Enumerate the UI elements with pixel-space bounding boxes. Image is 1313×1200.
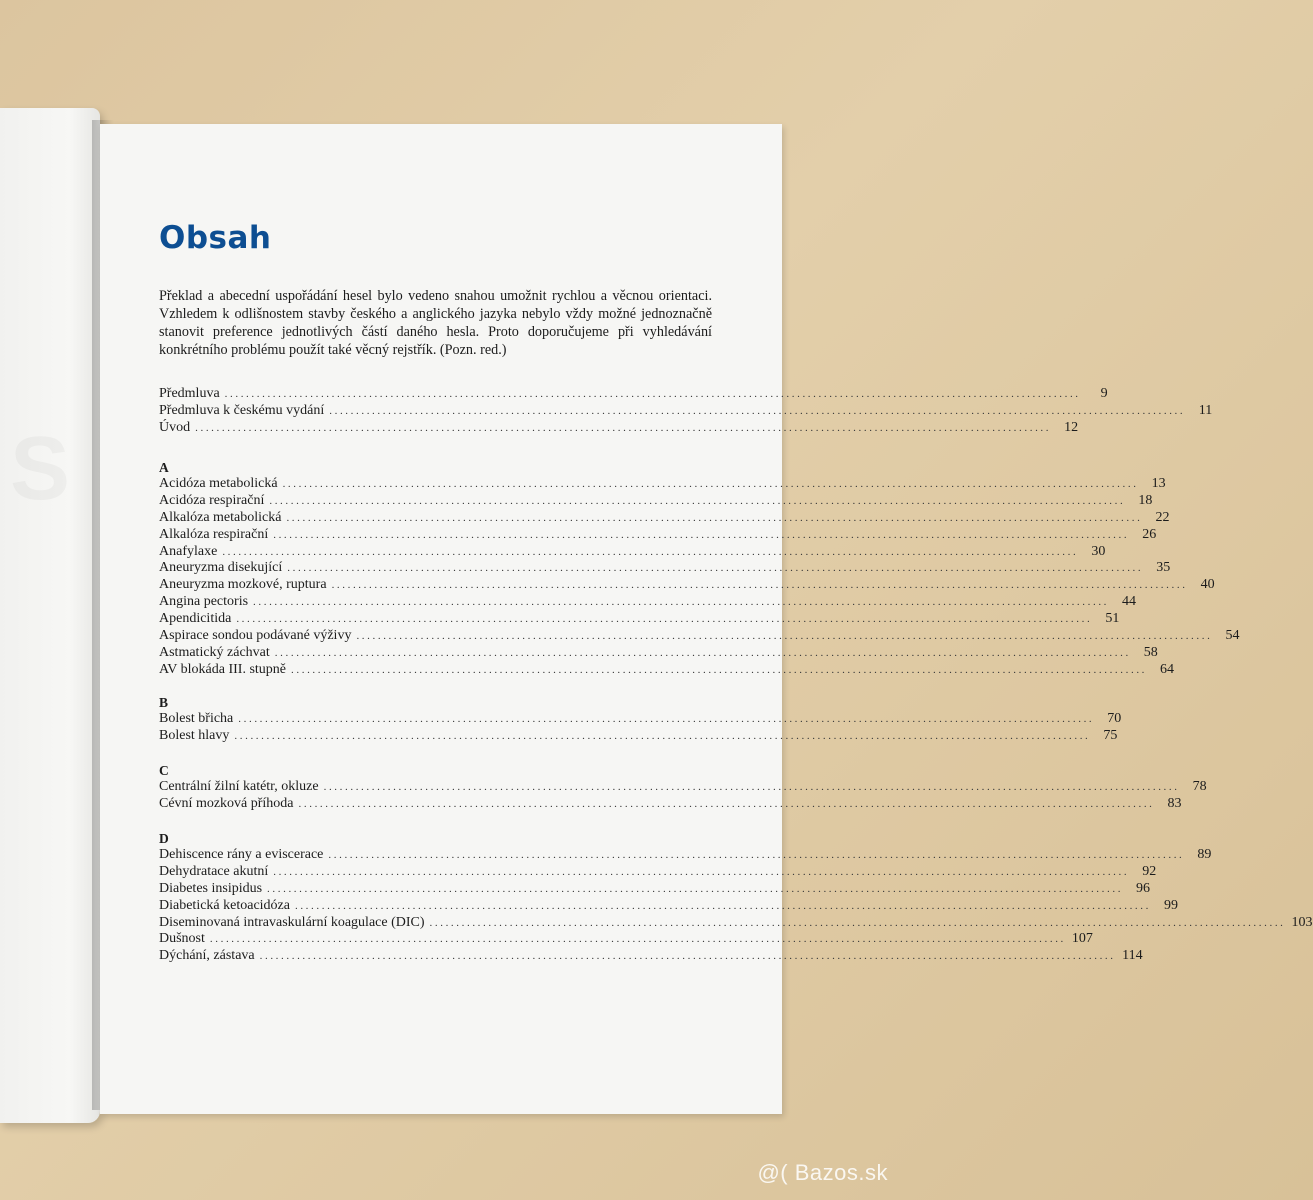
dot-leader: ................................................................................................................................................................: [429, 916, 1286, 929]
dot-leader: ................................................................................................................................................................: [286, 511, 1143, 524]
toc-entry: [159, 509, 1170, 527]
dot-leader: ................................................................................................................................................................: [195, 421, 1052, 434]
watermark: @( Bazos.sk: [757, 1160, 888, 1185]
toc-entry: [159, 386, 1108, 403]
dot-leader: ................................................................................................................................................................: [331, 579, 1188, 592]
toc-entry: [159, 543, 1106, 561]
toc-entry-page: 70: [1107, 711, 1122, 726]
toc-entry-page: 11: [1198, 402, 1213, 418]
toc-entry-page: 40: [1200, 577, 1215, 593]
toc-entry-title: Astmatický záchvat: [159, 644, 270, 660]
dot-leader: ................................................................................................................................................................: [291, 663, 1148, 676]
left-page: [0, 108, 100, 1123]
toc-entry-title: Diseminovaná intravaskulární koagulace (DIC): [159, 914, 425, 930]
toc-entry: [159, 727, 1118, 745]
toc-entry: [159, 402, 1213, 420]
toc-entry: [159, 644, 1158, 662]
toc-entry: [159, 611, 1120, 628]
toc-entry-page: 114: [1122, 948, 1143, 964]
toc-entry-page: 107: [1071, 931, 1093, 947]
toc-entry-page: 54: [1225, 628, 1240, 644]
toc-entry: [159, 779, 1207, 796]
toc-entry-page: 103: [1291, 914, 1313, 930]
toc-entry-page: 96: [1136, 880, 1151, 896]
toc-entry-title: Aspirace sondou podávané výživy: [159, 628, 352, 644]
section-letter: A: [159, 460, 169, 475]
toc-entry: [159, 914, 1313, 932]
toc-entry-title: Úvod: [159, 419, 191, 435]
toc-entry-page: 78: [1192, 779, 1207, 794]
dot-leader: ................................................................................................................................................................: [267, 882, 1124, 895]
toc-entry-title: Předmluva: [159, 386, 220, 401]
dot-leader: ................................................................................................................................................................: [328, 849, 1185, 861]
toc-section-d: [159, 830, 1313, 965]
toc-entry: [159, 492, 1153, 510]
toc-section-a: [159, 459, 1240, 679]
toc-entry-page: 64: [1160, 661, 1175, 677]
toc-entry: [159, 711, 1122, 728]
toc-entry-page: 75: [1103, 727, 1118, 743]
toc-entry-title: Předmluva k českému vydání: [159, 402, 325, 418]
toc-entry-page: 99: [1163, 897, 1178, 913]
toc-entry-title: Bolest břicha: [159, 711, 234, 726]
dot-leader: ................................................................................................................................................................: [238, 713, 1095, 725]
toc-entry-page: 9: [1100, 386, 1108, 401]
toc-entry-page: 22: [1155, 509, 1170, 525]
toc-entry: [159, 847, 1212, 864]
toc-entry: [159, 863, 1157, 881]
toc-entry-page: 83: [1167, 795, 1182, 811]
intro-paragraph: Překlad a abecední uspořádání hesel bylo vedeno snahou umožnit rychlou a věcnou orientaci. Vzhledem k odlišnostem stavby českého a anglického jazyka nebylo vždy možné jednoznačně stanovit preference jednotlivých částí daného hesla. Proto doporučujeme při vyhledávání konkrétního problému použít také věcný rejstřík. (Pozn. red.): [159, 288, 712, 358]
toc-entry: [159, 931, 1093, 948]
toc-entry-title: Bolest hlavy: [159, 727, 230, 743]
toc-entry-page: 58: [1143, 644, 1158, 660]
toc-entry-page: 44: [1122, 594, 1137, 610]
toc-entry-page: 26: [1142, 526, 1157, 542]
dot-leader: ................................................................................................................................................................: [287, 562, 1144, 575]
toc-entry-title: Dehiscence rány a eviscerace: [159, 847, 324, 862]
dot-leader: ................................................................................................................................................................: [269, 494, 1126, 507]
dot-leader: ................................................................................................................................................................: [253, 596, 1110, 609]
toc-entry-title: Diabetes insipidus: [159, 880, 263, 896]
dot-leader: ................................................................................................................................................................: [282, 478, 1139, 490]
dot-leader: ................................................................................................................................................................: [356, 630, 1213, 643]
toc-entry: [159, 476, 1166, 493]
toc-entry-title: Alkalóza metabolická: [159, 509, 282, 525]
toc-entry-page: 13: [1151, 476, 1166, 491]
dot-leader: ................................................................................................................................................................: [329, 404, 1186, 417]
toc-entry-title: Centrální žilní katétr, okluze: [159, 779, 319, 794]
page-title: Obsah: [159, 220, 272, 256]
toc-entry-title: Angina pectoris: [159, 594, 249, 610]
dot-leader: ................................................................................................................................................................: [294, 899, 1151, 912]
dot-leader: ................................................................................................................................................................: [273, 528, 1130, 541]
toc-entry-title: Diabetická ketoacidóza: [159, 897, 290, 913]
dot-leader: ................................................................................................................................................................: [234, 729, 1091, 742]
toc-entry: [159, 577, 1215, 594]
toc-entry-title: Aneuryzma disekující: [159, 560, 283, 576]
toc-entry: [159, 526, 1157, 544]
toc-entry-title: Alkalóza respirační: [159, 526, 269, 542]
dot-leader: ................................................................................................................................................................: [224, 388, 1081, 400]
toc-entry: [159, 419, 1079, 437]
toc-entry-page: 30: [1091, 543, 1106, 559]
toc-entry: [159, 880, 1151, 898]
toc-front-matter: [159, 386, 1213, 437]
toc-entry: [159, 628, 1240, 645]
dot-leader: ................................................................................................................................................................: [273, 865, 1130, 878]
toc-entry-page: 51: [1105, 611, 1120, 627]
toc-entry-title: Dýchání, zástava: [159, 948, 255, 964]
dot-leader: ................................................................................................................................................................: [298, 797, 1155, 810]
dot-leader: ................................................................................................................................................................: [222, 545, 1079, 558]
dot-leader: ................................................................................................................................................................: [259, 950, 1116, 963]
left-page-bleed-through: [10, 418, 70, 521]
toc-entry-title: Acidóza respirační: [159, 492, 265, 508]
toc-entry: [159, 594, 1137, 611]
toc-entry-page: 92: [1142, 863, 1157, 879]
section-letter: C: [159, 763, 169, 778]
toc-section-b: [159, 694, 1122, 745]
toc-entry-title: Acidóza metabolická: [159, 476, 278, 491]
section-letter: D: [159, 831, 169, 846]
toc-entry: [159, 948, 1143, 965]
toc-entry-title: Cévní mozková příhoda: [159, 795, 294, 811]
dot-leader: ................................................................................................................................................................: [209, 933, 1066, 946]
toc-entry-title: Dehydratace akutní: [159, 863, 269, 879]
toc-entry-title: Apendicitida: [159, 611, 232, 627]
toc-entry-title: Aneuryzma mozkové, ruptura: [159, 577, 327, 593]
book-page: [100, 124, 1313, 1114]
dot-leader: ................................................................................................................................................................: [236, 613, 1093, 626]
dot-leader: ................................................................................................................................................................: [274, 646, 1131, 659]
toc-entry-page: 35: [1156, 560, 1171, 576]
toc-entry-title: Anafylaxe: [159, 543, 218, 559]
toc-entry-title: AV blokáda III. stupně: [159, 661, 287, 677]
section-letter: B: [159, 695, 169, 710]
toc-entry: [159, 897, 1178, 915]
toc-section-c: [159, 762, 1207, 813]
dot-leader: ................................................................................................................................................................: [323, 781, 1180, 793]
toc-entry: [159, 560, 1171, 577]
toc-entry-title: Dušnost: [159, 931, 205, 947]
toc-entry: [159, 795, 1182, 813]
toc-entry-page: 89: [1197, 847, 1212, 862]
toc-entry-page: 18: [1138, 492, 1153, 508]
toc-entry: [159, 661, 1175, 679]
toc-entry-page: 12: [1064, 419, 1079, 435]
